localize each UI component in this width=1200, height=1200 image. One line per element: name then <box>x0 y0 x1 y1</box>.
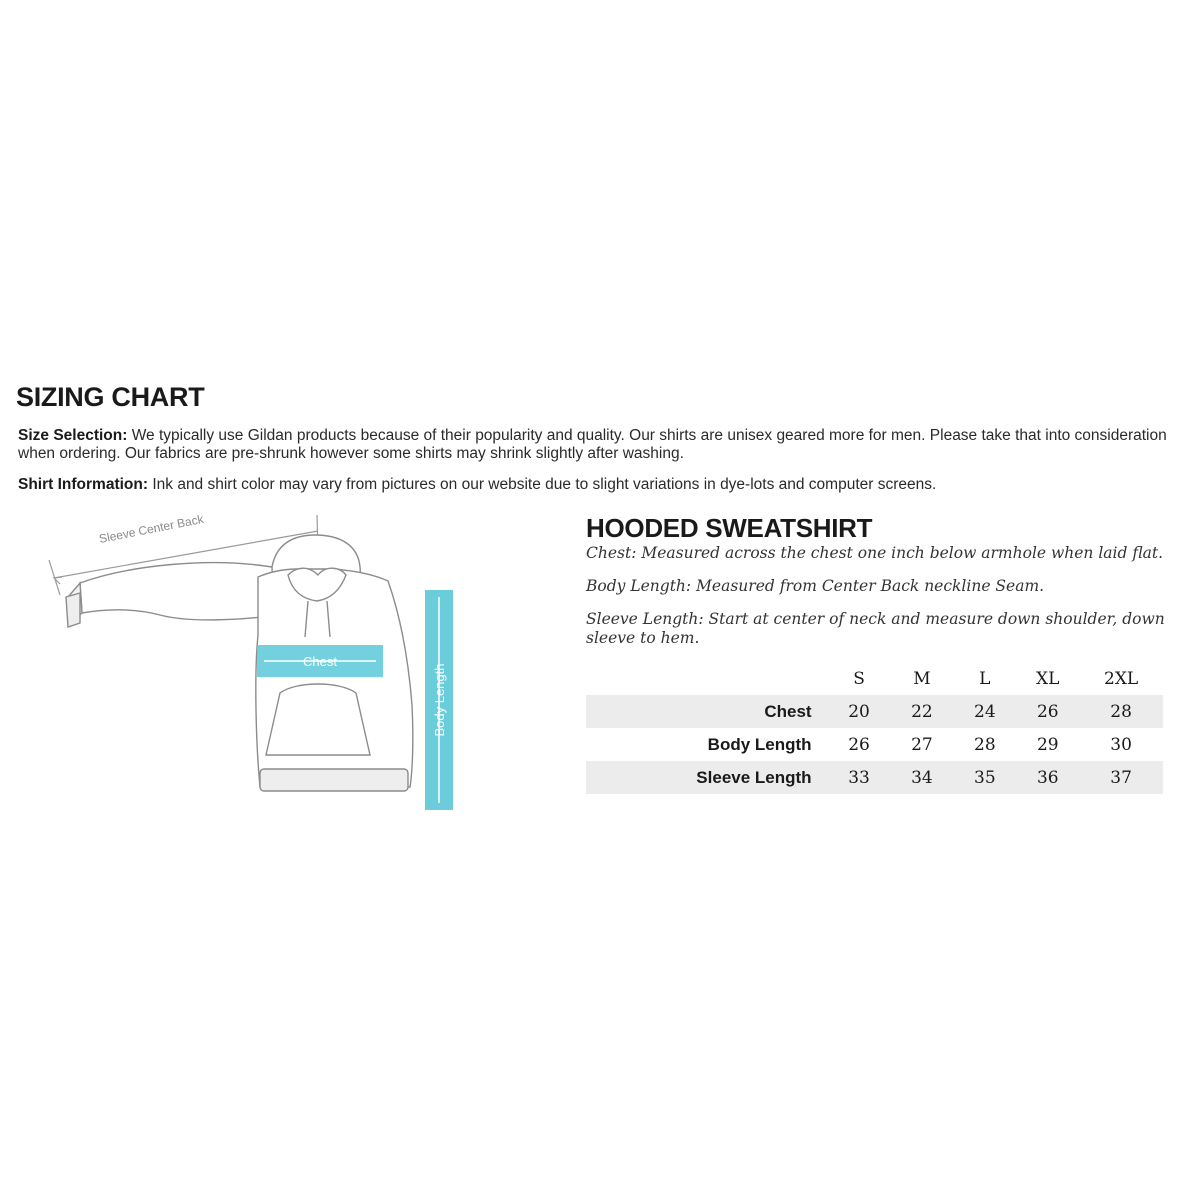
table-cell: 27 <box>911 734 933 755</box>
table-cell: 36 <box>1016 761 1079 794</box>
table-cell: 22 <box>890 695 953 728</box>
row-label: Sleeve Length <box>586 761 828 794</box>
table-cell: 20 <box>828 695 891 728</box>
table-row <box>586 761 1163 794</box>
size-table <box>586 662 1163 794</box>
table-cell: 33 <box>828 761 891 794</box>
table-cell: 37 <box>1079 761 1163 794</box>
shirt-information-text: Ink and shirt color may vary from pictures on our website due to slight variations in dye-lots and computer screens. <box>148 476 937 493</box>
hoodie-measurement-diagram <box>40 505 480 835</box>
page-title: SIZING CHART <box>16 382 205 412</box>
table-cell: 26 <box>1016 695 1079 728</box>
table-row <box>586 728 1163 761</box>
row-label: Body Length <box>707 734 812 754</box>
table-cell: 34 <box>890 761 953 794</box>
table-row <box>586 695 1163 728</box>
size-header: M <box>913 668 931 689</box>
header-spacer <box>586 662 828 695</box>
size-header: XL <box>1036 668 1060 689</box>
body-length-note: Body Length: Measured from Center Back neckline Seam. <box>586 577 1045 595</box>
table-cell: 24 <box>953 695 1016 728</box>
sleeve-center-back-label: Sleeve Center Back <box>97 511 205 546</box>
table-cell: 29 <box>1036 734 1059 755</box>
size-selection-paragraph <box>18 427 1188 463</box>
shirt-information-label: Shirt Information: <box>18 476 149 493</box>
shirt-information-paragraph <box>18 476 1188 494</box>
product-info <box>586 512 1176 648</box>
table-cell: 26 <box>848 734 870 755</box>
hoodie-illustration <box>40 505 480 835</box>
size-selection-text: We typically use Gildan products because of their popularity and quality. Our shirts are unisex geared more for men. Please take that into consideration when ordering. Our fabrics are pre-shrunk however some shirts may shrink slightly after washing. <box>18 427 1167 462</box>
table-cell: 28 <box>974 734 996 755</box>
chest-note: Chest: Measured across the chest one inch below armhole when laid flat. <box>586 544 1164 562</box>
row-label: Chest <box>586 695 828 728</box>
size-header-row <box>586 662 1163 695</box>
size-header: 2XL <box>1104 668 1139 689</box>
chest-label: Chest <box>303 654 337 669</box>
size-header: S <box>853 668 865 689</box>
body-length-label: Body Length <box>432 663 447 737</box>
size-header: L <box>979 668 991 689</box>
size-selection-label: Size Selection: <box>18 427 128 444</box>
product-title: HOODED SWEATSHIRT <box>586 513 873 543</box>
table-cell: 30 <box>1110 734 1132 755</box>
sleeve-length-note: Sleeve Length: Start at center of neck and measure down shoulder, down sleeve to hem. <box>586 610 1165 647</box>
table-cell: 28 <box>1079 695 1163 728</box>
table-cell: 35 <box>953 761 1016 794</box>
